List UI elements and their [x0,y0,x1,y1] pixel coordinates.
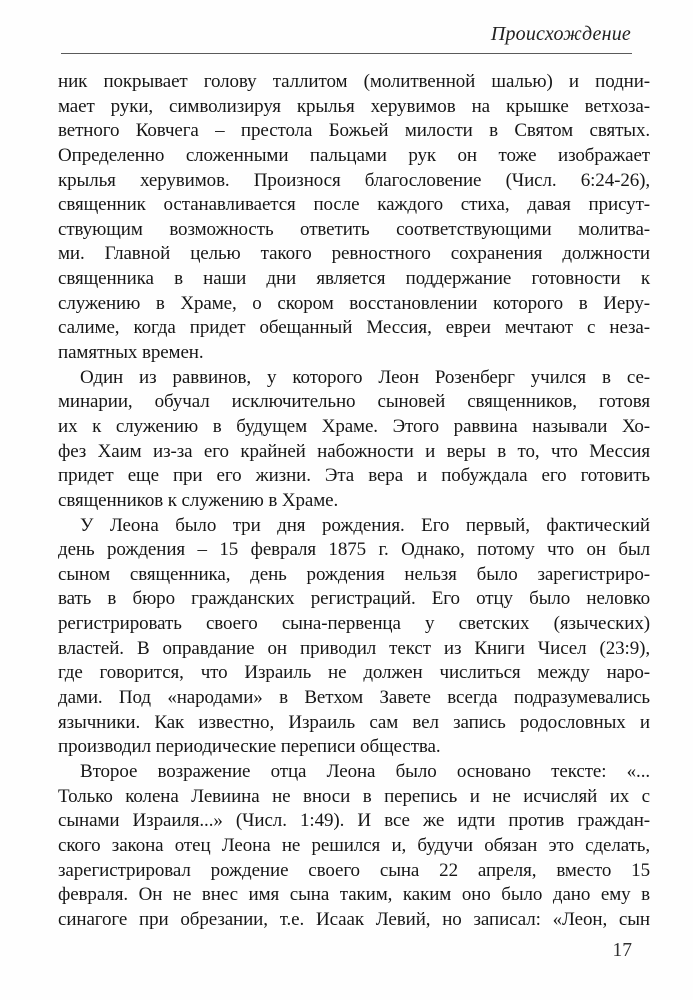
text-line: ветного Ковчега – престола Божьей милости в Святом святых. [58,120,650,142]
text-line: Определенно сложенными пальцами рук он тоже изображает [58,144,650,166]
text-line: ник покрывает голову таллитом (молитвенной шалью) и подни- [58,71,650,92]
paragraph [58,514,650,760]
text-line: их к служению в будущем Храме. Этого раввина называли Хо- [58,415,650,437]
text-line: производил периодические переписи общества. [58,736,441,758]
text-line: синагоге при обрезании, т.е. Исаак Левий, но записал: «Леон, сын [58,908,650,930]
text-line: дами. Под «народами» в Ветхом Завете всегда подразумевались [58,687,650,709]
text-line: властей. В оправдание он приводил текст из Книги Чисел (23:9), [58,637,650,659]
paragraph [58,366,650,514]
text-line: язычники. Как известно, Израиль сам вел запись родословных и [58,711,650,733]
text-line: мает руки, символизируя крылья херувимов на крышке ветхоза- [58,95,650,117]
running-header-title: Происхождение [490,23,631,45]
text-line: регистрировать своего сына-первенца у светских (языческих) [58,613,650,635]
text-line: священник останавливается после каждого стиха, давая присут- [58,194,650,216]
text-line: минарии, обучал исключительно сыновей священников, готовя [58,391,650,413]
text-line: ского закона отец Леона не решился и, будучи обязан это сделать, [58,834,650,856]
text-line: священников к служению в Храме. [58,489,339,511]
paragraph [58,760,650,932]
text-line: Только колена Левиина не вноси в перепись и не исчисляй их с [58,785,650,807]
paragraph [58,70,650,366]
text-line: сыном священника, день рождения нельзя было зарегистриро- [58,563,650,585]
text-line: ми. Главной целью такого ревностного сохранения должности [58,243,650,265]
text-line: салиме, когда придет обещанный Мессия, евреи мечтают с неза- [58,317,650,339]
text-line: ствующим возможность ответить соответствующими молитва- [58,218,650,240]
text-line: крылья херувимов. Произнося благословение (Числ. 6:24-26), [58,169,650,191]
text-line: февраля. Он не внес имя сына таким, каким оно было дано ему в [58,884,650,906]
text-line: Второе возражение отца Леона было основано тексте: «... [80,760,650,782]
text-line: зарегистрировал рождение своего сына 22 апреля, вместо 15 [58,859,650,881]
text-line: У Леона было три дня рождения. Его первый, фактический [80,514,650,536]
text-line: служению в Храме, о скором восстановлении которого в Иеру- [58,292,650,314]
text-line: придет еще при его жизни. Эта вера и побуждала его готовить [58,465,650,487]
text-line: Один из раввинов, у которого Леон Розенберг учился в се- [80,366,650,388]
text-line: вать в бюро гражданских регистраций. Его отцу было неловко [58,588,650,610]
text-line: сынами Израиля...» (Числ. 1:49). И все же идти против граждан- [58,810,650,832]
header-rule-divider [61,53,632,54]
text-line: фез Хаим из-за его крайней набожности и веры в то, что Мессия [58,440,650,462]
text-line: где говорится, что Израиль не должен числиться между наро- [58,662,650,684]
text-line: день рождения – 15 февраля 1875 г. Однако, потому что он был [58,539,650,561]
text-line: памятных времен. [58,342,204,364]
page-number: 17 [612,940,632,961]
text-line: священника в наши дни является поддержание готовности к [58,268,650,290]
body-text [58,70,650,932]
